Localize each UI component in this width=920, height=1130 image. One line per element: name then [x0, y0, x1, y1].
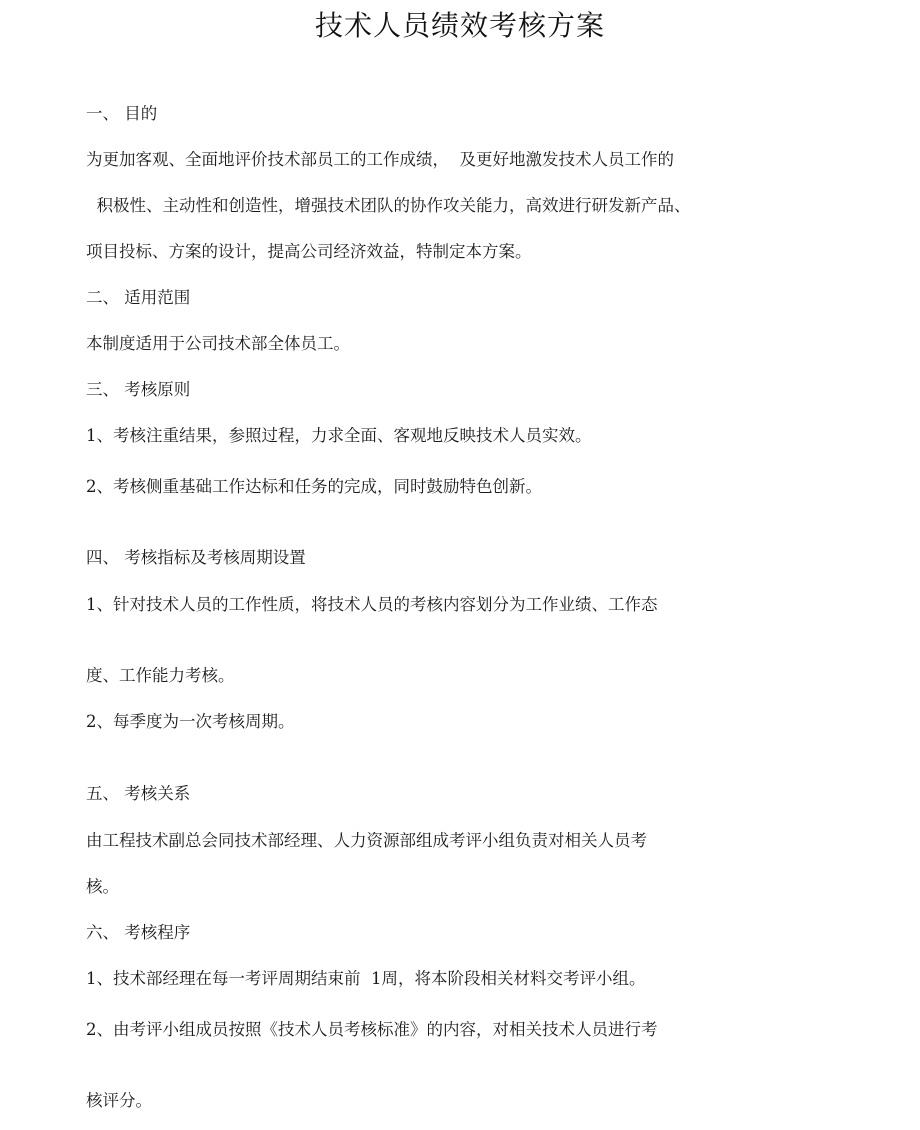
list-item: 1、考核注重结果，参照过程，力求全面、客观地反映技术人员实效。: [86, 426, 592, 445]
section-heading-relations: 五、 考核关系: [86, 784, 191, 803]
paragraph-line: 由工程技术副总会同技术部经理、人力资源部组成考评小组负责对相关人员考: [86, 831, 647, 850]
list-item: 2、每季度为一次考核周期。: [86, 712, 295, 731]
list-item: 1、针对技术人员的工作性质，将技术人员的考核内容划分为工作业绩、工作态: [86, 595, 658, 614]
list-item: 2、由考评小组成员按照《技术人员考核标准》的内容，对相关技术人员进行考: [86, 1020, 658, 1039]
section-heading-indicators: 四、 考核指标及考核周期设置: [86, 548, 306, 567]
section-heading-principles: 三、 考核原则: [86, 380, 191, 399]
paragraph-line: 度、工作能力考核。: [86, 666, 235, 685]
document-title: 技术人员绩效考核方案: [314, 9, 605, 42]
list-item: 1、技术部经理在每一考评周期结束前 1周，将本阶段相关材料交考评小组。: [86, 969, 646, 988]
section-heading-procedure: 六、 考核程序: [86, 923, 191, 942]
section-heading-scope: 二、 适用范围: [86, 288, 191, 307]
paragraph-line: 核评分。: [86, 1091, 152, 1110]
section-heading-purpose: 一、 目的: [86, 104, 158, 123]
paragraph-line: 本制度适用于公司技术部全体员工。: [86, 334, 350, 353]
paragraph-line: 积极性、主动性和创造性，增强技术团队的协作攻关能力，高效进行研发新产品、: [86, 196, 691, 215]
paragraph-line: 核。: [86, 877, 119, 896]
paragraph-line: 项目投标、方案的设计，提高公司经济效益，特制定本方案。: [86, 242, 532, 261]
list-item: 2、考核侧重基础工作达标和任务的完成，同时鼓励特色创新。: [86, 477, 542, 496]
paragraph-line: 为更加客观、全面地评价技术部员工的工作成绩， 及更好地激发技术人员工作的: [86, 150, 674, 169]
